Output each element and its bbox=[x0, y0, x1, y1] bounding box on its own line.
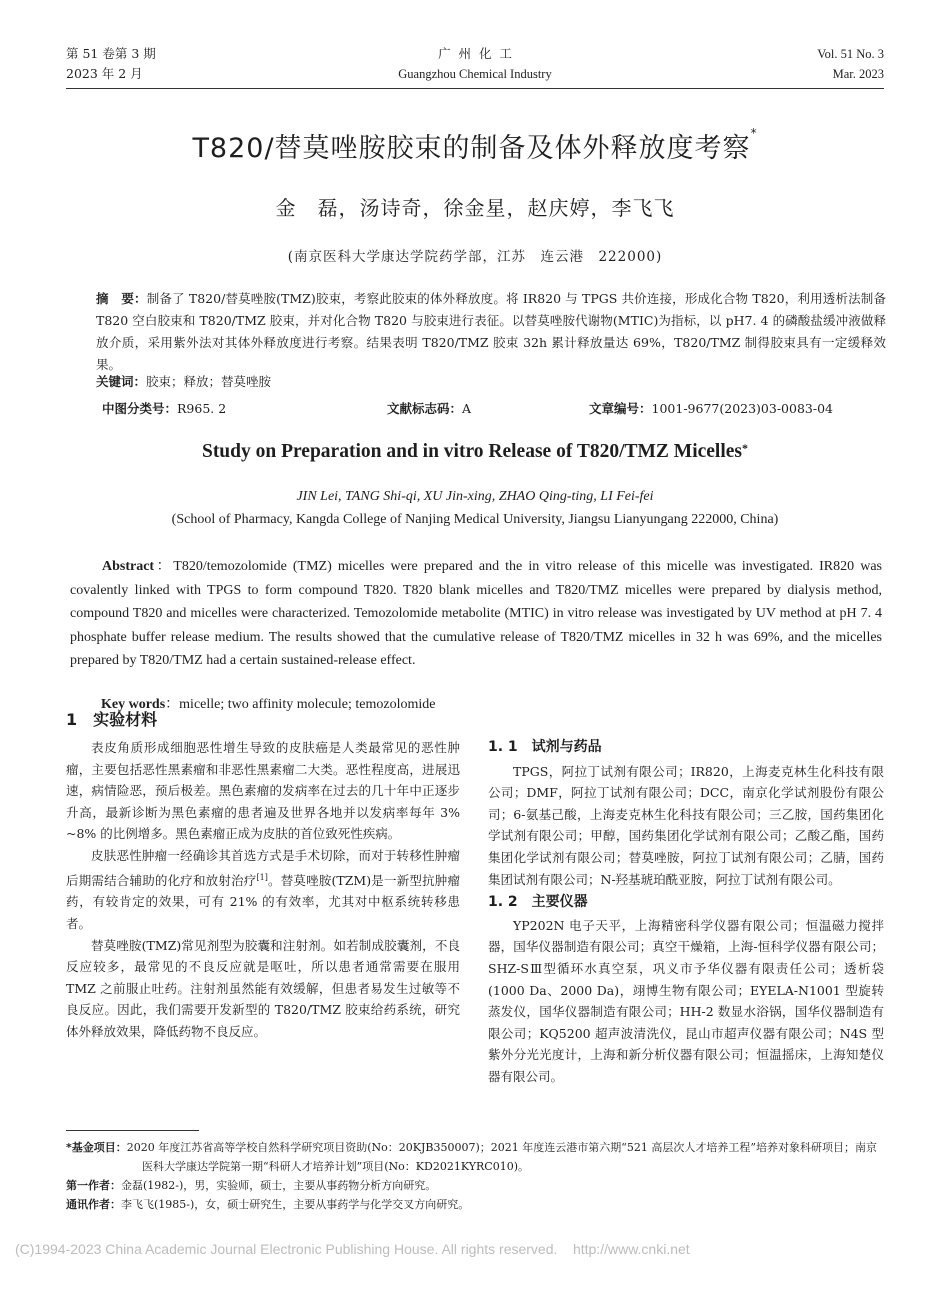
date-cn: 2023 年 2 月 bbox=[66, 66, 143, 81]
subsection-1-2: 1. 2 主要仪器 bbox=[488, 894, 588, 911]
footnotes bbox=[66, 1138, 886, 1214]
clc: 中图分类号：R965. 2 bbox=[102, 401, 227, 416]
volume-cn: 第 51 卷第 3 期 bbox=[66, 46, 156, 61]
abstract-cn-text: 制备了 T820/替莫唑胺(TMZ)胶束，考察此胶束的体外释放度。将 IR820 与 TPGS 共价连接，形成化合物 T820，利用透析法制备 T820 空白胶束和 T820/TMZ 胶束，并对化合物 T820 与胶束进行表征。以替莫唑胺代谢物(MTIC)为指标，以 pH7. 4 的磷酸盐缓冲液做释放介质，采用紫外法对其体外释放度进行考察。结果表明 T820/TMZ 胶束 32h 累计释放量达 69%，T820/TMZ 制得胶束具有一定缓释效果。 bbox=[96, 291, 886, 372]
intro-paragraph-1: 表皮角质形成细胞恶性增生导致的皮肤癌是人类最常见的恶性肿瘤，主要包括恶性黑素瘤和非恶性黑素瘤二大类。恶性程度高，进展迅速，病情险恶，预后极差。黑色素瘤的发病率在过去的几十年中正逐步升高，最新诊断为黑色素瘤的患者遍及世界各地并以发病率每年 3% ~8% 的比例增多。黑色素瘤正成为皮肤的首位致死性疾病。 bbox=[66, 740, 460, 842]
title-cn: T820/替莫唑胺胶束的制备及体外释放度考察* bbox=[192, 126, 758, 164]
citation-ref: [1] bbox=[256, 872, 268, 882]
body-left-column bbox=[66, 737, 460, 1042]
reagents-paragraph: TPGS，阿拉丁试剂有限公司；IR820，上海麦克林生化科技有限公司；DMF，阿拉丁试剂有限公司；DCC，南京化学试剂股份有限公司；6-氨基己酸，上海麦克林生化科技有限公司；三乙胺，国药集团化学试剂有限公司；甲醇，国药集团化学试剂有限公司；乙酸乙酯，国药集团化学试剂有限公司；替莫唑胺，阿拉丁试剂有限公司；乙腈，国药集团试剂有限公司；N-羟基琥珀酰亚胺，阿拉丁试剂有限公司。 bbox=[488, 763, 884, 887]
keywords-cn-label: 关键词： bbox=[96, 374, 147, 389]
title-en: Study on Preparation and in vitro Release of T820/TMZ Micelles* bbox=[201, 441, 749, 462]
authors-en: JIN Lei, TANG Shi-qi, XU Jin-xing, ZHAO Qing-ting, LI Fei-fei bbox=[296, 489, 654, 504]
intro-paragraph-2: 皮肤恶性肿瘤一经确诊其首选方式是手术切除，而对于转移性肿瘤后期需结合辅助的化疗和放射治疗[1]。替莫唑胺(TZM)是一新型抗肿瘤药，有较肯定的效果，可有 21% 的有效率，尤其对中枢系统转移患者。 bbox=[66, 847, 460, 931]
journal-name-cn: 广 州 化 工 bbox=[438, 46, 512, 61]
copyright-watermark: (C)1994-2023 China Academic Journal Electronic Publishing House. All rights reserved. http://www.cnki.net bbox=[15, 1241, 690, 1257]
affiliation-en: (School of Pharmacy, Kangda College of Nanjing Medical University, Jiangsu Lianyungang 222000, China) bbox=[171, 512, 779, 527]
section-heading-1: 1 实验材料 bbox=[66, 710, 158, 729]
abstract-cn bbox=[96, 288, 886, 376]
header-rule bbox=[66, 88, 884, 89]
footnote-fund: *基金项目：2020 年度江苏省高等学校自然科学研究项目资助(No：20KJB350007)；2021 年度连云港市第六期“521 高层次人才培养工程”培养对象科研项目；南京医科大学康达学院第一期“科研人才培养计划”项目(No：KD2021KYRC010)。 bbox=[66, 1141, 878, 1173]
abstract-en-text: ：T820/temozolomide (TMZ) micelles were prepared and the in vitro release of this micelle was investigated. IR820 was covalently linked with TPGS to form compound T820. T820 blank micelles and T820/TMZ micelles were prepared by dialysis method, compound T820 and micelles were characterized. Temozolomide metabolite (MTIC) in vitro release was investigated by UV method at pH 7. 4 phosphate buffer release medium. The results showed that the cumulative release of T820/TMZ micelles in 32 h was 69%, and the micelles prepared by T820/TMZ had a certain sustained-release effect. bbox=[70, 559, 882, 669]
intro-paragraph-3: 替莫唑胺(TMZ)常见剂型为胶囊和注射剂。如若制成胶囊剂，不良反应较多，最常见的不良反应就是呕吐，所以患者通常需要在服用 TMZ 之前服止吐药。注射剂虽然能有效缓解，但患者易发生过敏等不良反应。因此，我们需要开发新型的 T820/TMZ 胶束给药系统，研究体外释放效果，降低药物不良反应。 bbox=[66, 937, 460, 1039]
keywords-en-label: Key words bbox=[101, 697, 166, 712]
keywords-en-text: ：micelle; two affinity molecule; temozolomide bbox=[165, 697, 436, 712]
article-number: 文章编号：1001-9677(2023)03-0083-04 bbox=[589, 401, 833, 416]
affiliation-cn: (南京医科大学康达学院药学部，江苏 连云港 222000) bbox=[287, 249, 663, 265]
keywords-cn bbox=[96, 371, 886, 393]
abstract-cn-label: 摘 要： bbox=[96, 291, 147, 306]
footnote-corresponding-author: 通讯作者：李飞飞(1985-)，女，硕士研究生，主要从事药学与化学交叉方向研究。 bbox=[66, 1198, 470, 1211]
footnote-rule bbox=[66, 1130, 199, 1131]
abstract-en bbox=[70, 555, 882, 673]
volume-en: Vol. 51 No. 3 bbox=[817, 47, 884, 61]
body-right-column bbox=[488, 737, 884, 1088]
instruments-paragraph: YP202N 电子天平，上海精密科学仪器有限公司；恒温磁力搅拌器，国华仪器制造有限公司；真空干燥箱，上海-恒科学仪器有限公司；SHZ-SⅢ型循环水真空泵，巩义市予华仪器有限责任公司；透析袋(1000 Da、2000 Da)，翊博生物有限公司；EYELA-N1001 型旋转蒸发仪，国华仪器制造有限公司；HH-2 数显水浴锅，国华仪器制造有限公司；KQ5200 超声波清洗仪，昆山市超声仪器有限公司；N4S 型紫外分光光度计，上海和新分析仪器有限公司；恒温摇床，上海知楚仪器有限公司。 bbox=[488, 917, 884, 1084]
keywords-cn-text: 胶束；释放；替莫唑胺 bbox=[146, 374, 272, 389]
header-left bbox=[66, 44, 156, 84]
journal-name-en: Guangzhou Chemical Industry bbox=[398, 67, 552, 81]
header-right bbox=[817, 44, 884, 84]
abstract-en-label: Abstract bbox=[102, 559, 155, 574]
date-en: Mar. 2023 bbox=[832, 67, 884, 81]
footnote-first-author: 第一作者：金磊(1982-)，男，实验师，硕士，主要从事药物分析方向研究。 bbox=[66, 1179, 437, 1192]
subsection-1-1: 1. 1 试剂与药品 bbox=[488, 739, 602, 755]
header-center bbox=[325, 44, 625, 84]
authors-cn: 金 磊，汤诗奇，徐金星，赵庆婷，李飞飞 bbox=[275, 196, 675, 220]
doc-code: 文献标志码：A bbox=[387, 401, 472, 416]
